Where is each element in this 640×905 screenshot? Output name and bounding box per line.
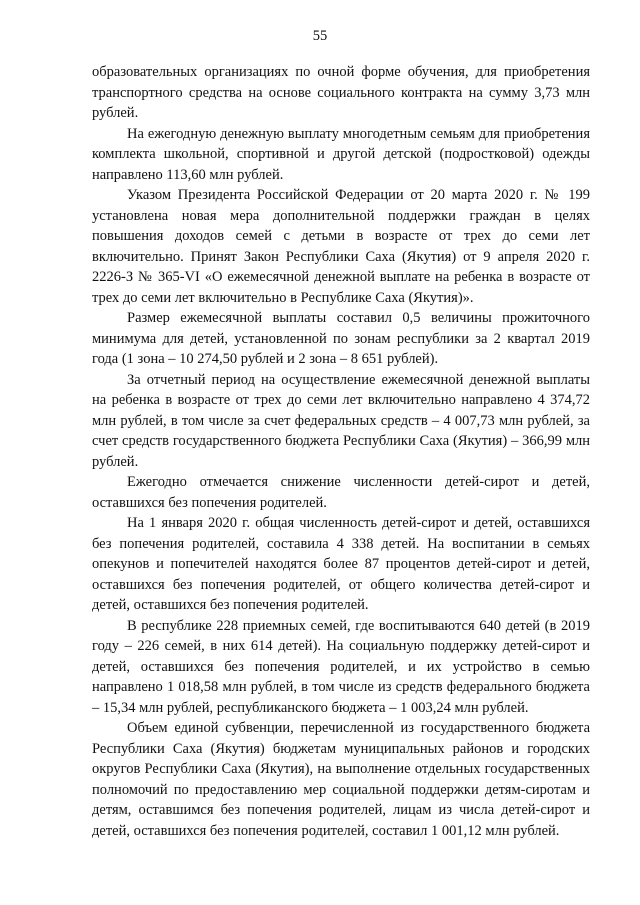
page-number: 55 bbox=[312, 28, 328, 44]
paragraph-subvention: Объем единой субвенции, перечисленной из государственного бюджета Республики Саха (Якутия) бюджетам муниципальных районов и городских округов Республики Саха (Якутия), на выполнение отдельных государственных полномочий по предоставлению мер социальной поддержки детям-сиротам и детям, оставшимся без попечения родителей, лицам из числа детей-сирот и детей, оставшихся без попечения родителей, составил 1 001,12 млн рублей. bbox=[92, 720, 590, 839]
document-body bbox=[92, 62, 590, 841]
paragraph-orphans-count: На 1 января 2020 г. общая численность детей-сирот и детей, оставшихся без попечения родителей, составила 4 338 детей. На воспитании в семьях опекунов и попечителей находятся более 87 процентов детей-сирот и детей, оставшихся без попечения родителей, от общего количества детей-сирот и детей, оставшихся без попечения родителей. bbox=[92, 515, 590, 613]
paragraph-presidential-decree: Указом Президента Российской Федерации от 20 марта 2020 г. № 199 установлена новая мера дополнительной поддержки граждан в целях повышения доходов семей с детьми в возрасте от трех до семи лет включительно. Принят Закон Республики Саха (Якутия) от 9 апреля 2020 г. 2226-З № 365-VI «О ежемесячной денежной выплате на ребенка в возрасте от трех до семи лет включительно в Республике Саха (Якутия)». bbox=[92, 187, 590, 306]
paragraph-orphans-decline: Ежегодно отмечается снижение численности детей-сирот и детей, оставшихся без попечения родителей. bbox=[92, 474, 590, 511]
paragraph-foster-families: В республике 228 приемных семей, где воспитываются 640 детей (в 2019 году – 226 семей, в них 614 детей). На социальную поддержку детей-сирот и детей, оставшихся без попечения родителей, и их устройство в семью направлено 1 018,58 млн рублей, в том числе из средств федерального бюджета – 15,34 млн рублей, республиканского бюджета – 1 003,24 млн рублей. bbox=[92, 617, 590, 716]
paragraph-payment-size: Размер ежемесячной выплаты составил 0,5 величины прожиточного минимума для детей, установленной по зонам республики за 2 квартал 2019 года (1 зона – 10 274,50 рублей и 2 зона – 8 651 рублей). bbox=[92, 310, 590, 367]
paragraph-large-family-clothing: На ежегодную денежную выплату многодетным семьям для приобретения комплекта школьной, спортивной и другой детской (подростковой) одежды направлено 113,60 млн рублей. bbox=[92, 125, 590, 183]
paragraph-payment-funding: За отчетный период на осуществление ежемесячной денежной выплаты на ребенка в возрасте от трех до семи лет включительно направлено 4 374,72 млн рублей, в том числе за счет федеральных средств – 4 007,73 млн рублей, за счет средств государственного бюджета Республики Саха (Якутия) – 366,99 млн рублей. bbox=[92, 371, 590, 470]
paragraph-continuation: образовательных организациях по очной форме обучения, для приобретения транспортного средства на основе социального контракта на сумму 3,73 млн рублей. bbox=[92, 64, 590, 121]
